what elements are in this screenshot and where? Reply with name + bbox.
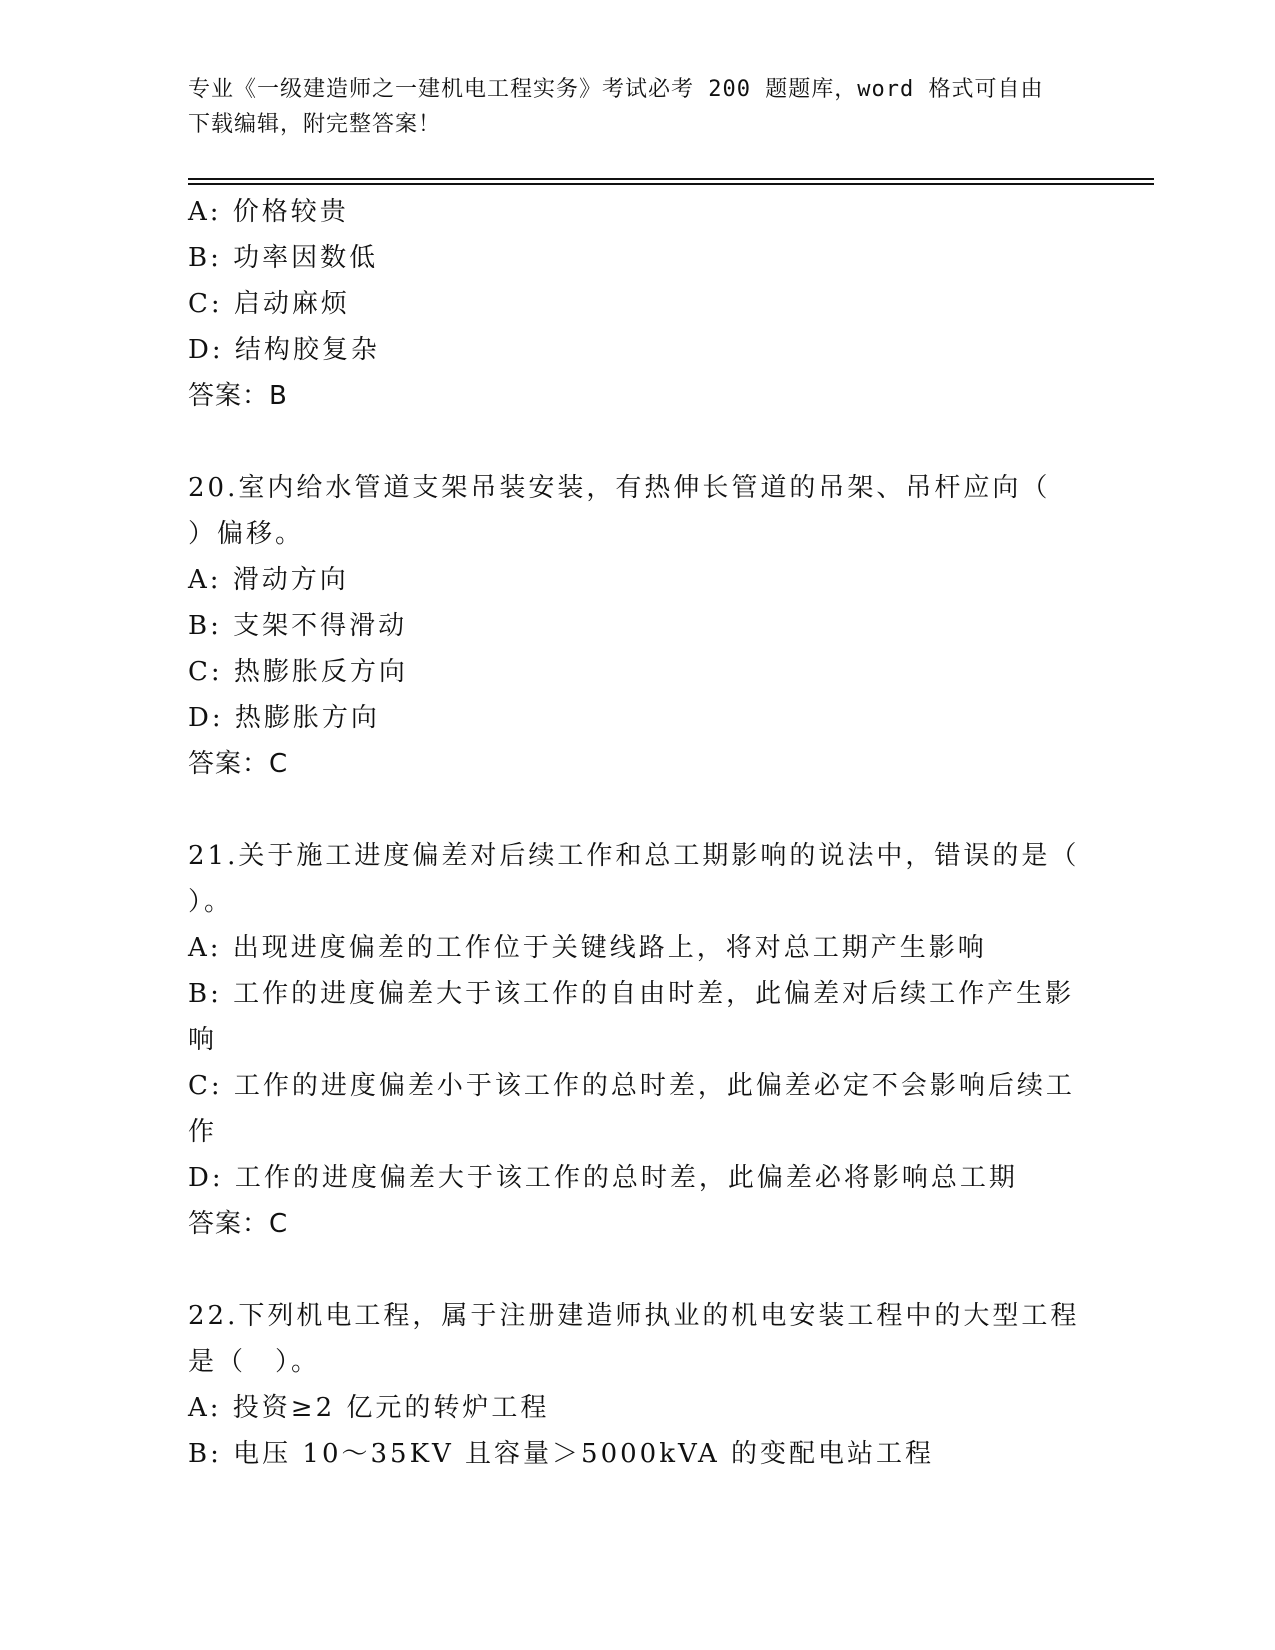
option-a: A: 投资≥2 亿元的转炉工程	[188, 1393, 550, 1423]
option-b: B: 工作的进度偏差大于该工作的自由时差，此偏差对后续工作产生影	[188, 979, 1075, 1009]
answer: 答案：C	[188, 1209, 289, 1239]
question-content	[188, 189, 1088, 1477]
question-stem: 21.关于施工进度偏差对后续工作和总工期影响的说法中，错误的是（	[188, 841, 1080, 871]
question-stem-continued: ）偏移。	[188, 519, 305, 549]
option-c-continued: 作	[188, 1117, 218, 1147]
option-a: A: 滑动方向	[188, 565, 349, 595]
answer: 答案：C	[188, 749, 289, 779]
option-d: D: 工作的进度偏差大于该工作的总时差，此偏差必将影响总工期	[188, 1163, 1018, 1193]
option-b: B: 功率因数低	[188, 243, 379, 273]
option-d: D: 热膨胀方向	[188, 703, 380, 733]
page-header	[188, 72, 1088, 142]
option-c: C: 启动麻烦	[188, 289, 350, 319]
question-22	[188, 1293, 1088, 1477]
option-a: A: 价格较贵	[188, 197, 349, 227]
option-c: C: 热膨胀反方向	[188, 657, 408, 687]
question-21	[188, 833, 1088, 1247]
header-line-2: 下载编辑，附完整答案！	[188, 112, 442, 137]
option-b-continued: 响	[188, 1025, 218, 1055]
question-stem-continued: 是（ ）。	[188, 1347, 321, 1377]
option-d: D: 结构胶复杂	[188, 335, 380, 365]
spacer	[188, 1247, 1088, 1293]
header-rule-top	[188, 178, 1154, 180]
option-b: B: 电压 10～35KV 且容量＞5000kVA 的变配电站工程	[188, 1439, 935, 1469]
option-a: A: 出现进度偏差的工作位于关键线路上，将对总工期产生影响	[188, 933, 987, 963]
answer: 答案：B	[188, 381, 288, 411]
question-19	[188, 189, 1088, 419]
header-rule-bottom	[188, 183, 1154, 185]
question-stem-continued: ）。	[188, 887, 234, 917]
header-line-1: 专业《一级建造师之一建机电工程实务》考试必考 200 题题库，word 格式可自由	[188, 77, 1044, 102]
question-20	[188, 465, 1088, 787]
question-stem: 20.室内给水管道支架吊装安装，有热伸长管道的吊架、吊杆应向（	[188, 473, 1051, 503]
question-stem: 22.下列机电工程，属于注册建造师执业的机电安装工程中的大型工程	[188, 1301, 1080, 1331]
spacer	[188, 787, 1088, 833]
option-c: C: 工作的进度偏差小于该工作的总时差，此偏差必定不会影响后续工	[188, 1071, 1075, 1101]
option-b: B: 支架不得滑动	[188, 611, 408, 641]
spacer	[188, 419, 1088, 465]
